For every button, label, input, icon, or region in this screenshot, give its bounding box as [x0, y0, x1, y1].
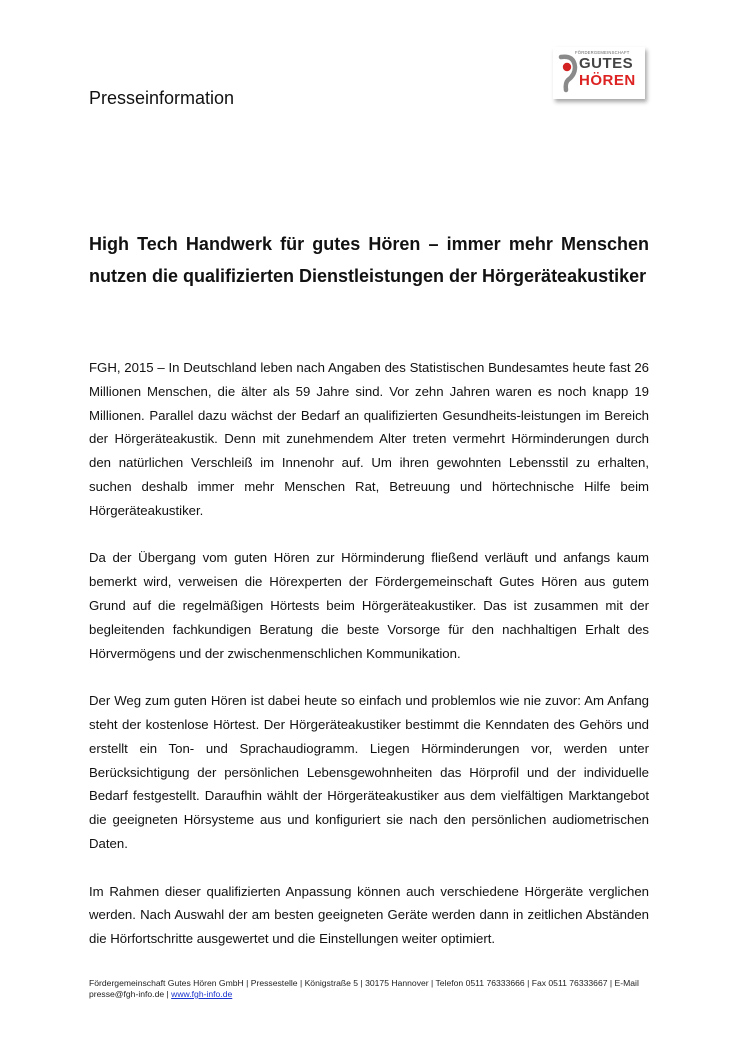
footer-text: Fördergemeinschaft Gutes Hören GmbH | Pressestelle | Königstraße 5 | 30175 Hannover | Telefon 0511 76333666 | Fax 0511 76333667 | E-Mail presse@fgh-info.de |: [89, 978, 639, 999]
footer: [89, 978, 649, 1000]
logo-word-gutes: GUTES: [579, 55, 634, 72]
logo-small-text: FÖRDERGEMEINSCHAFT: [575, 50, 630, 55]
paragraph: Der Weg zum guten Hören ist dabei heute so einfach und problemlos wie nie zuvor: Am Anfang steht der kostenlose Hörtest. Der Hörgeräteakustiker bestimmt die Kenndaten des Gehörs und erstellt ein Ton- und Sprachaudiogramm. Liegen Hörminderungen vor, werden unter Berücksichtigung der persönlichen Lebensgewohnheiten das Hörprofil und der individuelle Bedarf festgestellt. Daraufhin wählt der Hörgeräteakustiker aus dem vielfältigen Marktangebot die geeigneten Hörsysteme aus und konfiguriert sie nach den persönlichen audiometrischen Daten.: [89, 693, 649, 851]
ear-icon: [556, 53, 580, 93]
logo-word-hoeren: HÖREN: [579, 72, 636, 89]
paragraph: Da der Übergang vom guten Hören zur Hörminderung fließend verläuft und anfangs kaum bemerkt wird, verweisen die Hörexperten der Fördergemeinschaft Gutes Hören aus gutem Grund auf die regelmäßigen Hörtests beim Hörgeräteakustiker. Das ist zusammen mit der begleitenden fachkundigen Beratung die beste Vorsorge für den nachhaltigen Erhalt des Hörvermögens und der zwischenmenschlichen Kommunikation.: [89, 550, 649, 661]
press-label: Presseinformation: [89, 88, 235, 108]
body-text: [89, 356, 649, 975]
fgh-logo: [553, 47, 645, 99]
website-link[interactable]: www.fgh-info.de: [171, 989, 233, 999]
paragraph: FGH, 2015 – In Deutschland leben nach Angaben des Statistischen Bundesamtes heute fast 26 Millionen Menschen, die älter als 59 Jahre sind. Vor zehn Jahren waren es noch knapp 19 Millionen. Parallel dazu wächst der Bedarf an qualifizierten Gesundheits-leistungen im Bereich der Hörgeräteakustik. Denn mit zunehmendem Alter treten vermehrt Hörminderungen durch den natürlichen Verschleiß im Innenohr auf. Um ihren gewohnten Lebensstil zu erhalten, suchen deshalb immer mehr Menschen Rat, Betreuung und hörtechnische Hilfe beim Hörgeräteakustiker.: [89, 360, 649, 518]
paragraph: Im Rahmen dieser qualifizierten Anpassung können auch verschiedene Hörgeräte verglichen werden. Nach Auswahl der am besten geeigneten Geräte werden dann in zeitlichen Abständen die Hörfortschritte ausgewertet und die Einstellungen weiter optimiert.: [89, 883, 649, 947]
headline: High Tech Handwerk für gutes Hören – immer mehr Menschen nutzen die qualifizierten Dienstleistungen der Hörgeräteakustiker: [89, 234, 649, 286]
